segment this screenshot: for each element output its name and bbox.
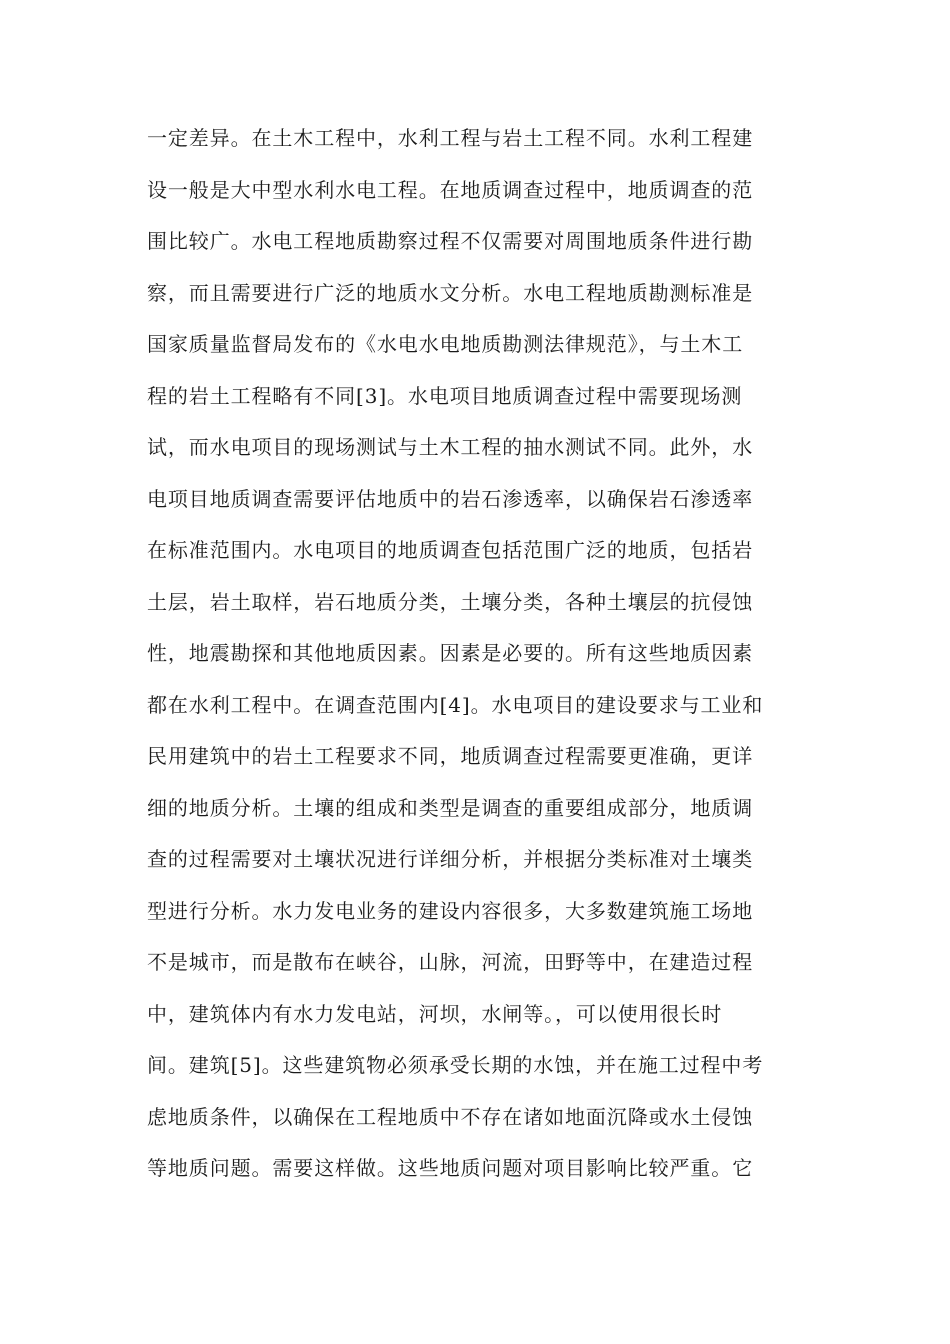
text-line: 在标准范围内。水电项目的地质调查包括范围广泛的地质，包括岩: [147, 538, 754, 562]
text-line: 土层，岩土取样，岩石地质分类，土壤分类，各种土壤层的抗侵蚀: [147, 589, 754, 614]
text-line: 设一般是大中型水利水电工程。在地质调查过程中，地质调查的范: [147, 177, 754, 202]
text-line: 性，地震勘探和其他地质因素。因素是必要的。所有这些地质因素: [147, 641, 754, 665]
text-line: 等地质问题。需要这样做。这些地质问题对项目影响比较严重。它: [147, 1156, 754, 1180]
text-line: 国家质量监督局发布的《水电水电地质勘测法律规范》，与土木工: [147, 332, 744, 356]
text-line: 间。建筑[5]。这些建筑物必须承受长期的水蚀，并在施工过程中考: [147, 1053, 764, 1077]
text-line: 电项目地质调查需要评估地质中的岩石渗透率，以确保岩石渗透率: [147, 486, 754, 511]
text-line: 程的岩土工程略有不同[3]。水电项目地质调查过程中需要现场测: [147, 383, 743, 408]
text-line: 查的过程需要对土壤状况进行详细分析，并根据分类标准对土壤类: [147, 847, 754, 871]
text-line: 都在水利工程中。在调查范围内[4]。水电项目的建设要求与工业和: [147, 692, 764, 717]
text-line: 不是城市，而是散布在峡谷，山脉，河流，田野等中，在建造过程: [147, 950, 754, 974]
text-line: 察，而且需要进行广泛的地质水文分析。水电工程地质勘测标准是: [147, 280, 754, 305]
text-line: 一定差异。在土木工程中，水利工程与岩土工程不同。水利工程建: [147, 126, 754, 150]
text-line: 型进行分析。水力发电业务的建设内容很多，大多数建筑施工场地: [147, 898, 754, 923]
text-line: 围比较广。水电工程地质勘察过程不仅需要对周围地质条件进行勘: [147, 229, 754, 253]
body-paragraph: [147, 118, 807, 1200]
text-line: 虑地质条件，以确保在工程地质中不存在诸如地面沉降或水土侵蚀: [147, 1104, 754, 1129]
text-line: 中，建筑体内有水力发电站，河坝，水闸等。，可以使用很长时: [147, 1001, 723, 1026]
text-line: 民用建筑中的岩土工程要求不同，地质调查过程需要更准确，更详: [147, 744, 754, 768]
text-line: 细的地质分析。土壤的组成和类型是调查的重要组成部分，地质调: [147, 795, 754, 820]
text-line: 试，而水电项目的现场测试与土木工程的抽水测试不同。此外，水: [147, 435, 754, 459]
